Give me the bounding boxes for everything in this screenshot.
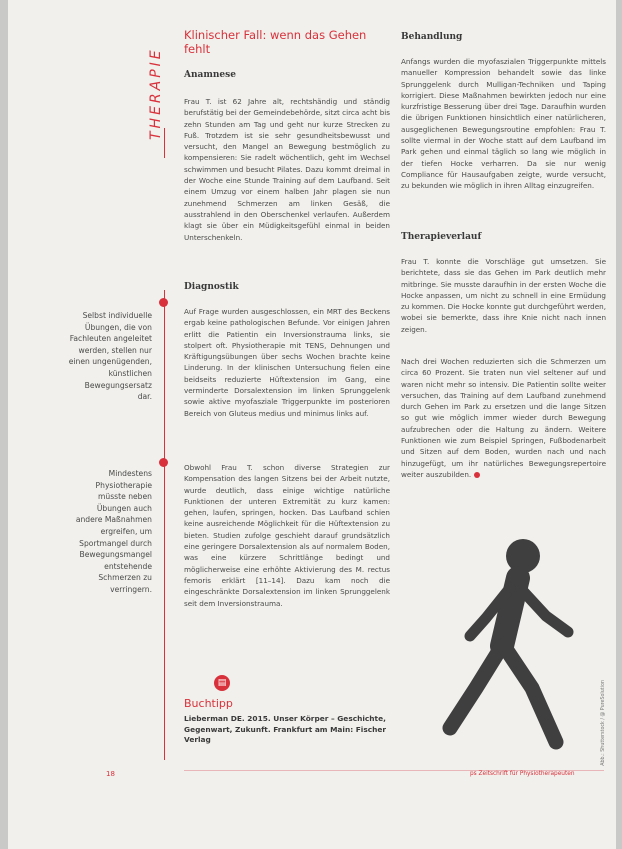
sidenote-marker — [159, 458, 168, 467]
heading-diagnostik: Diagnostik — [184, 282, 239, 292]
document-page — [8, 0, 616, 849]
diagnostik-text-2: Obwohl Frau T. schon diverse Strategien zur Kompensation des langen Sitzens bei der Arbeit nutzte, wurde deutlich, dass einige wichtige natürliche Funktionen der unteren Extremität zu kurz kamen: gehen, laufen, springen, hocken. Das Laufband schien keine ausreichende Möglichkeit für die Hüftextension zu bieten. Studien zufolge geschieht darauf grundsätzlich eine geringere Dorsalextension als auf normalem Boden, was eine kürzere Schrittlänge bedingt und möglicherweise eine erhöhte Aktivierung des M. rectus femoris erklärt [11–14]. Dazu kam noch die eingeschränkte Dorsalextension im linken Sprunggelenk seit dem Inversionstrauma. — [184, 463, 390, 608]
end-mark — [474, 472, 480, 478]
behandlung-text: Anfangs wurden die myofaszialen Triggerpunkte mittels manueller Kompression behandelt sowie das linke Sprunggelenk durch Mulligan-Techniken und Taping korrigiert. Diese Maßnahmen bewirkten jedoch nur eine kurzfristige Besserung über drei Tage. Daraufhin wurden die übrigen Funktionen hinsichtlich einer natürlicheren, ausgeglichenen Bewegungsroutine empfohlen: Frau T. sollte viermal in der Woche statt auf dem Laufband im Park gehen und einmal täglich so lang wie möglich in der tiefen Hocke verharren. Da sie nur wenig Compliance für Hausaufgaben zeigte, wurde versucht, zu bekunden wie möglich in ihren Alltag einzugreifen. — [401, 57, 606, 191]
image-credit: Abb.: Shutterstock / @ PureSolution — [601, 680, 606, 766]
therapieverlauf-text-1: Frau T. konnte die Vorschläge gut umsetzen. Sie berichtete, dass sie das Gehen im Park deutlich mehr mitbringe. Sie musste daraufhin in der ersten Woche die Hocke anpassen, um nicht zu schnell in eine Ermüdung zu kommen. Die Hocke konnte gut durchgeführt werden, wobei sie bemerkte, dass ihre Knie nicht nach innen zeigen. — [401, 257, 606, 334]
heading-therapieverlauf: Therapieverlauf — [401, 232, 482, 242]
sidenote-1: Selbst individuelle Übungen, die von Fachleuten angeleitet werden, stellen nur einen ungenügenden, künstlichen Bewegungsersatz dar. — [68, 311, 152, 402]
heading-anamnese: Anamnese — [184, 70, 236, 80]
accent-rule-top — [164, 128, 165, 158]
book-circle-icon: ▤ — [214, 675, 230, 691]
section-tag: THERAPIE — [148, 47, 164, 140]
accent-rule-side — [164, 290, 165, 760]
buchtipp-heading: Buchtipp — [184, 697, 233, 710]
anamnese-text: Frau T. ist 62 Jahre alt, rechtshändig und ständig berufstätig bei der Gemeindebehörde, sitzt circa acht bis zehn Stunden am Tag und geht nur kurze Strecken zu Fuß. Trotzdem ist sie sehr gesundheitsbewusst und versucht, den Mangel an Bewegung bestmöglich zu kompensieren: Sie radelt wöchentlich, geht im Wechsel schwimmen und besucht Pilates. Dazu kommt dreimal in der Woche eine Stunde Training auf dem Laufband. Seit einem Umzug vor einem halben Jahr plagen sie nun zunehmend Schmerzen am linken Gesäß, die ausstrahlend in den Oberschenkel verlaufen. Außerdem klagt sie über ein Müdigkeitsgefühl einmal in beiden Unterschenkeln. — [184, 97, 390, 242]
sidenote-2: Mindestens Physiotherapie müsste neben Übungen auch andere Maßnahmen ergreifen, um Sportmangel durch Bewegungsmangel entstehende Schmerzen zu verringern. — [75, 469, 152, 594]
therapieverlauf-text-2: Nach drei Wochen reduzierten sich die Schmerzen um circa 60 Prozent. Sie traten nun viel seltener auf und waren nicht mehr so intensiv. Die Patientin sollte weiter versuchen, das Training auf dem Laufband zunehmend durch Gehen im Park zu ersetzen und die lange Sitzen so gut wie möglich immer wieder durch Bewegung aufzubrechen oder die Haltung zu ändern. Weitere Funktionen wie zum Beispiel Springen, Fußbodenarbeit und Sitzen auf dem Boden, wurden nach und nach hinzugefügt, um ihr natürliches Bewegungsrepertoire weiter auszubilden. — [401, 357, 606, 479]
walking-person-icon — [440, 528, 590, 758]
sidenote-marker — [159, 298, 168, 307]
heading-behandlung: Behandlung — [401, 32, 463, 42]
journal-name: ps Zeitschrift für Physiotherapeuten — [470, 771, 575, 777]
page-number: 18 — [106, 770, 115, 778]
buchtipp-text: Lieberman DE. 2015. Unser Körper – Geschichte, Gegenwart, Zukunft. Frankfurt am Main: Fischer Verlag — [184, 714, 387, 744]
article-title: Klinischer Fall: wenn das Gehen fehlt — [184, 28, 367, 56]
diagnostik-text-1: Auf Frage wurden ausgeschlossen, ein MRT des Beckens ergab keine pathologischen Befunde. Vor einigen Jahren erlitt die Patientin ein Inversionstrauma links, sie stolpert oft. Physiotherapie mit TENS, Dehnungen und Kräftigungsübungen über sechs Wochen brachte keine Linderung. In der klinischen Untersuchung fielen eine beidseits reduzierte Hüftextension im Gang, eine verminderte Dorsalextension im linken Sprunggelenk sowie aktive myofasziale Triggerpunkte im posterioren Bereich von Gluteus medius und minimus links auf. — [184, 307, 390, 418]
